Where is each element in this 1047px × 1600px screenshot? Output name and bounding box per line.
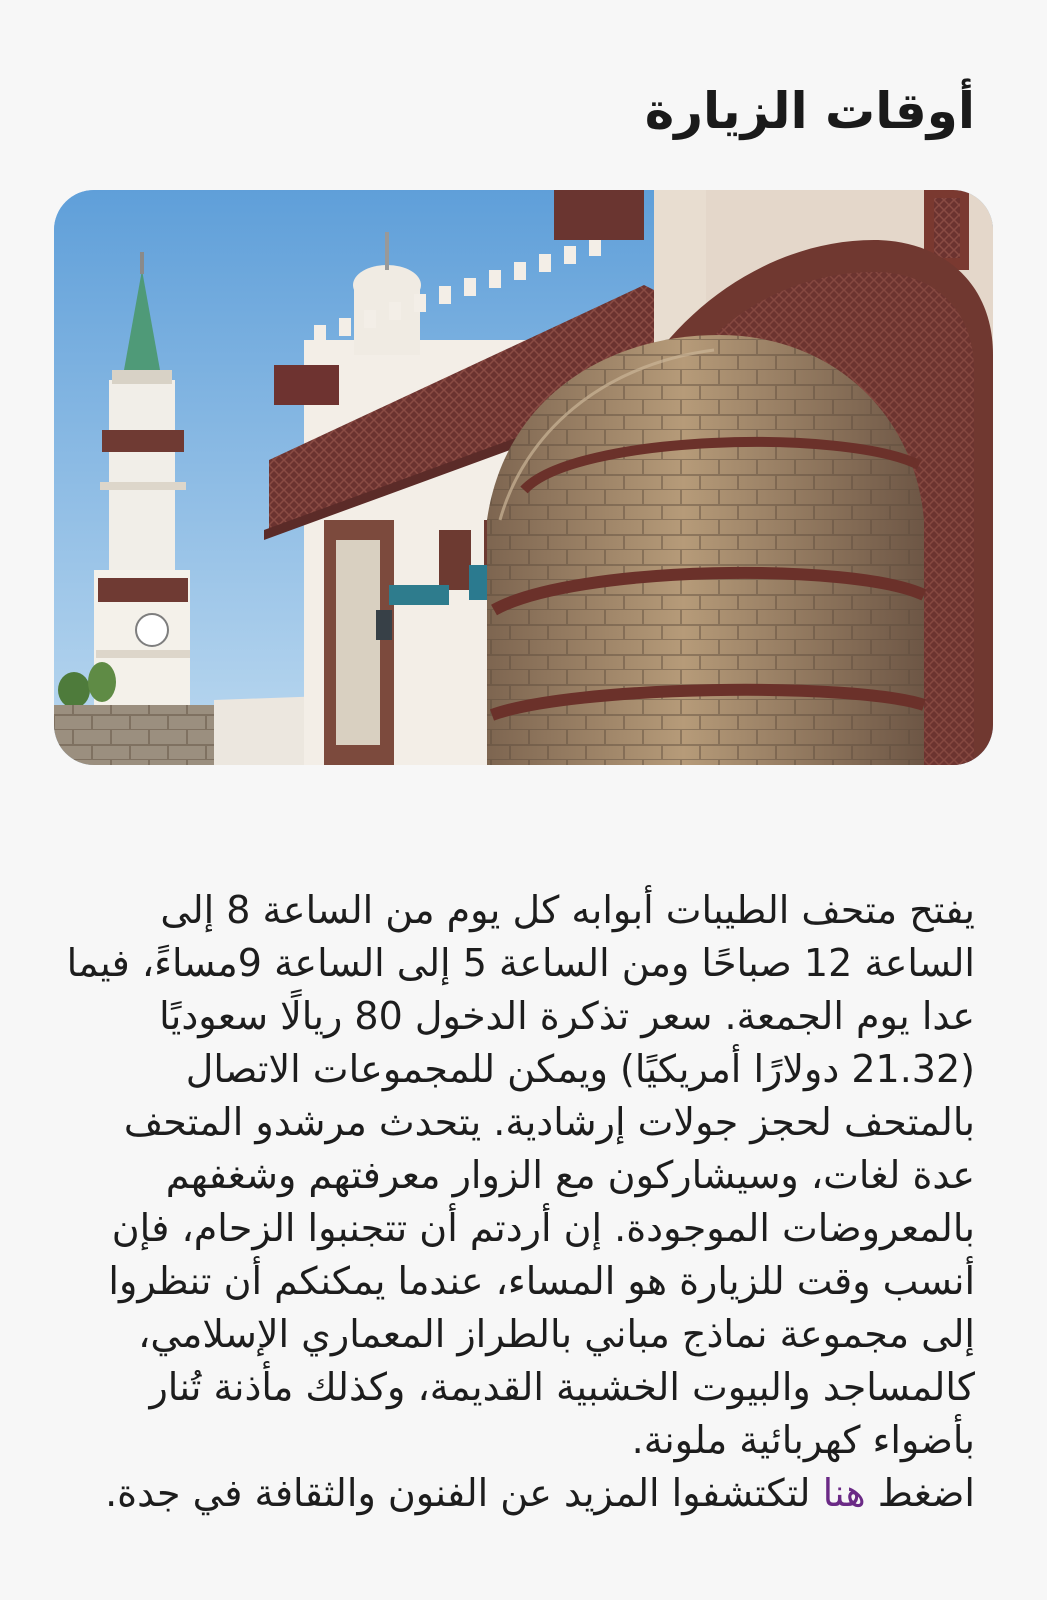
more-info-line [55, 1467, 975, 1520]
cta-suffix: لتكتشفوا المزيد عن الفنون والثقافة في جدة. [105, 1471, 811, 1515]
museum-facade-image [54, 190, 993, 765]
cta-prefix: اضغط [877, 1471, 975, 1515]
here-link[interactable]: هنا [822, 1471, 866, 1515]
visiting-hours-text [55, 884, 975, 1520]
hero-image [54, 190, 993, 765]
visiting-hours-paragraph: يفتح متحف الطيبات أبوابه كل يوم من الساعة 8 إلى الساعة 12 صباحًا ومن الساعة 5 إلى الساعة 9مساءً، فيما عدا يوم الجمعة. سعر تذكرة الدخول 80 ريالًا سعوديًا (21.32 دولارًا أمريكيًا) ويمكن للمجموعات الاتصال بالمتحف لحجز جولات إرشادية. يتحدث مرشدو المتحف عدة لغات، وسيشاركون مع الزوار معرفتهم وشغفهم بالمعروضات الموجودة. إن أردتم أن تتجنبوا الزحام، فإن أنسب وقت للزيارة هو المساء، عندما يمكنكم أن تنظروا إلى مجموعة نماذج مباني بالطراز المعماري الإسلامي، كالمساجد والبيوت الخشبية القديمة، وكذلك مأذنة تُنار بأضواء كهربائية ملونة. [66, 888, 975, 1462]
page-title: أوقات الزيارة [644, 82, 975, 140]
